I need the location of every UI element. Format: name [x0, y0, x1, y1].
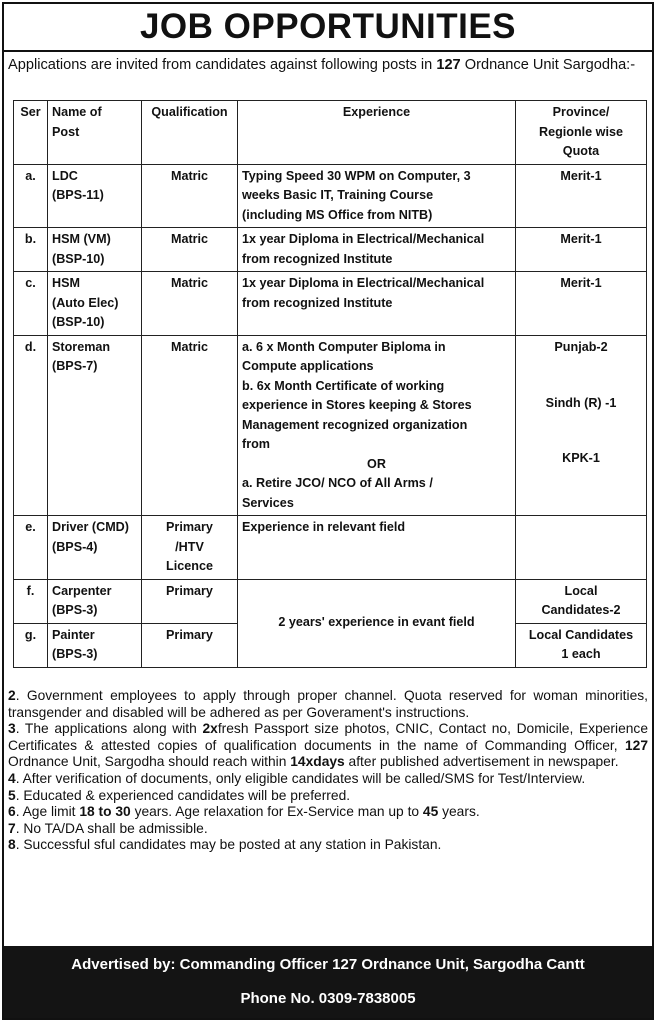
- cell-line: Province/: [552, 105, 610, 119]
- table-row: [14, 579, 647, 623]
- note-text: . Government employees to apply through proper channel. Quota reserved for woman minorities, transgender and disabled will be adhered as per Goverament's instructions.: [8, 688, 648, 720]
- cell-line: Local: [564, 583, 598, 598]
- note-text: years.: [438, 804, 480, 820]
- note-text: fresh Passport size photos, CNIC, Contact no, Domicile, Experience Certificates & attested copies of qualification documents in the name of Commanding Officer,: [8, 721, 648, 753]
- row-post: [48, 623, 142, 667]
- quota-punjab: Punjab-2: [554, 339, 608, 354]
- row-ser: g.: [14, 623, 48, 667]
- cell-line: 1x year Diploma in Electrical/Mechanical: [242, 276, 485, 290]
- row-post: [48, 579, 142, 623]
- note-text: 3: [8, 721, 16, 737]
- note-text: Ordnance Unit, Sargodha should reach within: [8, 754, 291, 770]
- note-text: . The applications along with: [15, 721, 203, 737]
- note-2: [8, 688, 648, 721]
- footer: [4, 946, 652, 1018]
- page-title: JOB OPPORTUNITIES: [4, 4, 652, 52]
- row-quota: [516, 579, 647, 623]
- cell-line: b. 6x Month Certificate of working: [242, 378, 445, 393]
- cell-line: Post: [52, 124, 80, 139]
- note-text: after published advertisement in newspaper.: [344, 754, 619, 770]
- row-quota: [516, 623, 647, 667]
- jobs-table-wrap: [4, 94, 652, 678]
- row-post: [48, 228, 142, 272]
- row-experience-merged: 2 years' experience in evant field: [238, 579, 516, 667]
- row-ser: e.: [14, 516, 48, 580]
- table-header-row: [14, 101, 647, 165]
- note-text: . Educated & experienced candidates will be preferred.: [15, 787, 351, 803]
- header-ser: Ser: [14, 101, 48, 165]
- cell-line: Local Candidates: [528, 627, 634, 642]
- cell-line: Painter: [52, 627, 95, 642]
- cell-line: Management recognized organization: [242, 417, 468, 432]
- table-row: [14, 516, 647, 580]
- header-experience: Experience: [238, 101, 516, 165]
- table-row: [14, 335, 647, 516]
- cell-line: Driver (CMD): [52, 520, 129, 534]
- row-ser: b.: [14, 228, 48, 272]
- or-separator: OR: [367, 456, 386, 471]
- note-text: 127: [624, 737, 648, 753]
- cell-line: a. 6 x Month Computer Biploma in: [242, 339, 446, 354]
- cell-line: Regionle wise: [539, 124, 623, 139]
- row-experience: [238, 272, 516, 336]
- note-text: 6: [8, 804, 16, 820]
- cell-line: from recognized Institute: [242, 295, 393, 310]
- note-text: 5: [8, 787, 16, 803]
- intro-part: Ordnance Unit Sargodha:-: [460, 57, 636, 73]
- intro-text: [4, 52, 652, 94]
- row-quota: [516, 516, 647, 580]
- header-post: [48, 101, 142, 165]
- note-text: . Age limit: [15, 804, 80, 820]
- row-ser: a.: [14, 164, 48, 228]
- jobs-table: [13, 100, 647, 668]
- note-text: 7: [8, 820, 16, 836]
- note-7: [8, 821, 648, 838]
- note-text: years. Age relaxation for Ex-Service man up to: [130, 804, 423, 820]
- cell-line: Licence: [166, 559, 213, 573]
- cell-line: /HTV: [175, 539, 204, 554]
- cell-line: (BSP-10): [52, 315, 105, 329]
- row-quota: Merit-1: [516, 272, 647, 336]
- cell-line: (including MS Office from NITB): [242, 207, 433, 222]
- cell-line: Compute applications: [242, 359, 374, 373]
- note-text: 8: [8, 837, 16, 853]
- quota-kpk: KPK-1: [562, 450, 600, 465]
- cell-line: (BPS-3): [52, 603, 98, 617]
- note-text: 45: [422, 804, 439, 820]
- row-qualification: Matric: [142, 164, 238, 228]
- cell-line: Primary: [166, 520, 213, 534]
- row-post: [48, 516, 142, 580]
- cell-line: a. Retire JCO/ NCO of All Arms /: [242, 476, 433, 490]
- intro-part: Applications are invited from candidates against following posts in: [8, 57, 437, 73]
- cell-line: Name of: [52, 105, 102, 119]
- cell-line: (BSP-10): [52, 251, 105, 266]
- row-ser: c.: [14, 272, 48, 336]
- table-row: [14, 272, 647, 336]
- note-text: 2: [8, 688, 16, 703]
- note-5: [8, 788, 648, 805]
- cell-line: (BPS-7): [52, 359, 98, 373]
- row-experience: [238, 335, 516, 516]
- cell-line: (BPS-3): [52, 647, 98, 661]
- note-text: . No TA/DA shall be admissible.: [15, 820, 208, 836]
- cell-line: weeks Basic IT, Training Course: [242, 188, 434, 202]
- advertisement: [2, 2, 654, 1020]
- note-text: 4: [8, 770, 16, 786]
- row-post: [48, 164, 142, 228]
- cell-line: (BPS-4): [52, 539, 98, 554]
- cell-line: from: [242, 437, 270, 451]
- row-qualification: Primary: [142, 623, 238, 667]
- row-qualification: Primary: [142, 579, 238, 623]
- cell-line: Carpenter: [52, 583, 112, 598]
- cell-line: HSM (VM): [52, 232, 111, 246]
- cell-line: (Auto Elec): [52, 295, 119, 310]
- row-ser: d.: [14, 335, 48, 516]
- note-text: 18 to 30: [79, 804, 131, 820]
- cell-line: Typing Speed 30 WPM on Computer, 3: [242, 168, 471, 183]
- note-text: . Successful sful candidates may be posted at any station in Pakistan.: [15, 837, 442, 853]
- phone-number: Phone No. 0309-7838005: [240, 990, 416, 1007]
- row-post: [48, 335, 142, 516]
- note-6: [8, 804, 648, 821]
- row-quota: Merit-1: [516, 228, 647, 272]
- cell-line: 1x year Diploma in Electrical/Mechanical: [242, 232, 485, 246]
- row-qualification: [142, 516, 238, 580]
- quota-sindh: Sindh (R) -1: [545, 395, 617, 410]
- row-post: [48, 272, 142, 336]
- table-row: [14, 164, 647, 228]
- cell-line: Services: [242, 495, 294, 510]
- header-qualification: Qualification: [142, 101, 238, 165]
- unit-number: 127: [436, 57, 461, 73]
- note-text: 14xdays: [290, 754, 345, 770]
- cell-line: Quota: [562, 144, 600, 158]
- row-quota: Merit-1: [516, 164, 647, 228]
- cell-line: LDC: [52, 168, 78, 183]
- cell-line: Storeman: [52, 339, 111, 354]
- cell-line: experience in Stores keeping & Stores: [242, 398, 472, 412]
- note-text: . After verification of documents, only eligible candidates will be called/SMS for Test/Interview.: [15, 770, 586, 786]
- note-3: [8, 721, 648, 771]
- cell-line: (BPS-11): [52, 188, 104, 202]
- row-qualification: Matric: [142, 228, 238, 272]
- row-experience: [238, 228, 516, 272]
- advertised-by: Advertised by: Commanding Officer 127 Ordnance Unit, Sargodha Cantt: [71, 956, 585, 973]
- row-qualification: Matric: [142, 272, 238, 336]
- note-8: [8, 837, 648, 854]
- cell-line: HSM: [52, 276, 80, 290]
- row-ser: f.: [14, 579, 48, 623]
- cell-line: 1 each: [561, 647, 601, 661]
- note-4: [8, 771, 648, 788]
- row-qualification: Matric: [142, 335, 238, 516]
- header-quota: [516, 101, 647, 165]
- notes: [4, 678, 652, 943]
- row-experience: [238, 164, 516, 228]
- cell-line: Candidates-2: [541, 603, 621, 617]
- row-experience: Experience in relevant field: [238, 516, 516, 580]
- table-row: [14, 228, 647, 272]
- note-text: 2x: [202, 721, 218, 737]
- cell-line: from recognized Institute: [242, 251, 393, 266]
- row-quota: [516, 335, 647, 516]
